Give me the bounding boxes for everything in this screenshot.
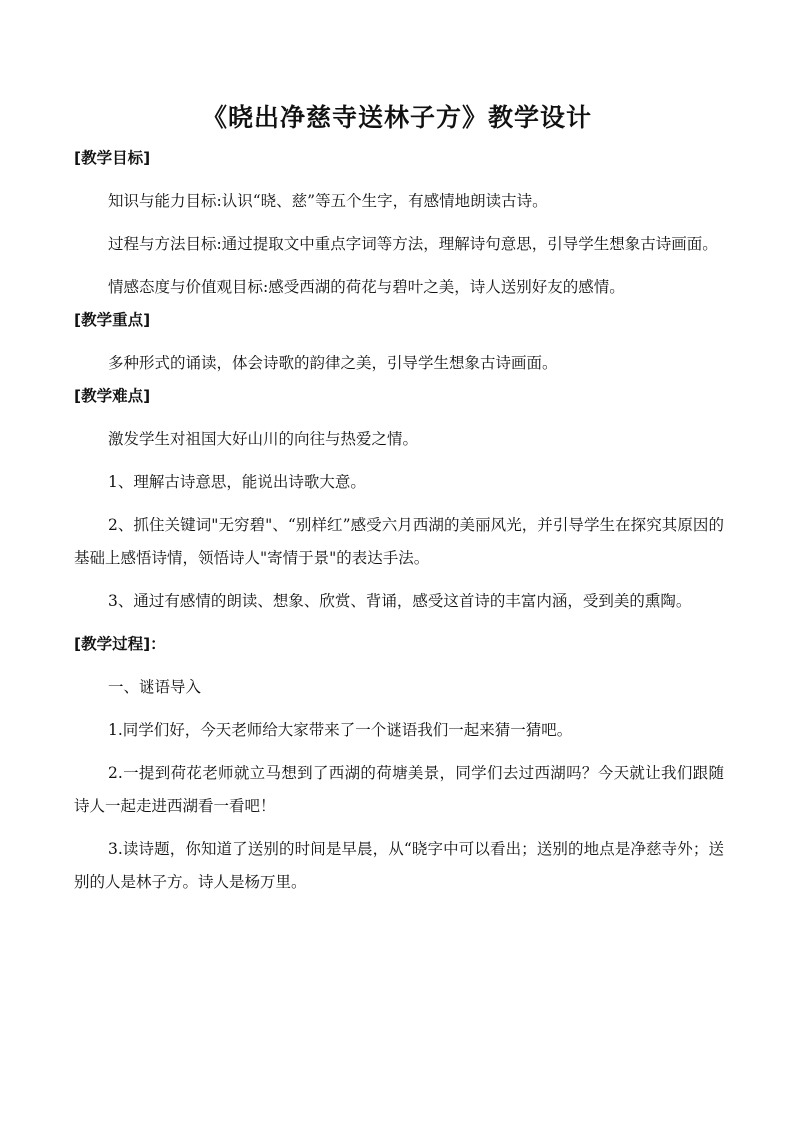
difficulty-item-1: 1、理解古诗意思，能说出诗歌大意。 [108,473,366,491]
difficulties-heading: [教学难点] [74,387,151,405]
difficulty-item-2: 2、抓住关键词"无穷碧"、“别样红”感受六月西湖的美丽风光，并引导学生在探究其原因的基础上感悟诗情，领悟诗人"寄情于景"的表达手法。 [74,516,724,567]
step-3: 3.读诗题，你知道了送别的时间是早晨，从“晓字中可以看出；送别的地点是净慈寺外；送别的人是林子方。诗人是杨万里。 [74,840,724,891]
key-points-text: 多种形式的诵读，体会诗歌的韵律之美，引导学生想象古诗画面。 [108,354,558,372]
process-heading: [教学过程]： [74,635,166,653]
objectives-heading: [教学目标] [74,149,151,167]
key-points-heading: [教学重点] [74,311,151,329]
emotion-objective: 情感态度与价值观目标:感受西湖的荷花与碧叶之美，诗人送别好友的感情。 [108,278,625,296]
document-title: 《晓出净慈寺送林子方》教学设计 [201,103,592,132]
step-1: 1.同学们好，今天老师给大家带来了一个谜语我们一起来猜一猜吧。 [108,721,573,739]
difficulties-intro: 激发学生对祖国大好山川的向往与热爱之情。 [108,430,419,448]
document-body [74,142,724,899]
step-2: 2.一提到荷花老师就立马想到了西湖的荷塘美景，同学们去过西湖吗？今天就让我们跟随诗人一起走进西湖看一看吧！ [74,764,724,815]
step-title: 一、谜语导入 [108,678,202,696]
difficulty-item-3: 3、通过有感情的朗读、想象、欣赏、背诵，感受这首诗的丰富内涵，受到美的熏陶。 [108,592,692,610]
process-objective: 过程与方法目标:通过提取文中重点字词等方法，理解诗句意思，引导学生想象古诗画面。 [108,235,718,253]
knowledge-objective: 知识与能力目标:认识“晓、慈”等五个生字，有感情地朗读古诗。 [108,192,548,210]
